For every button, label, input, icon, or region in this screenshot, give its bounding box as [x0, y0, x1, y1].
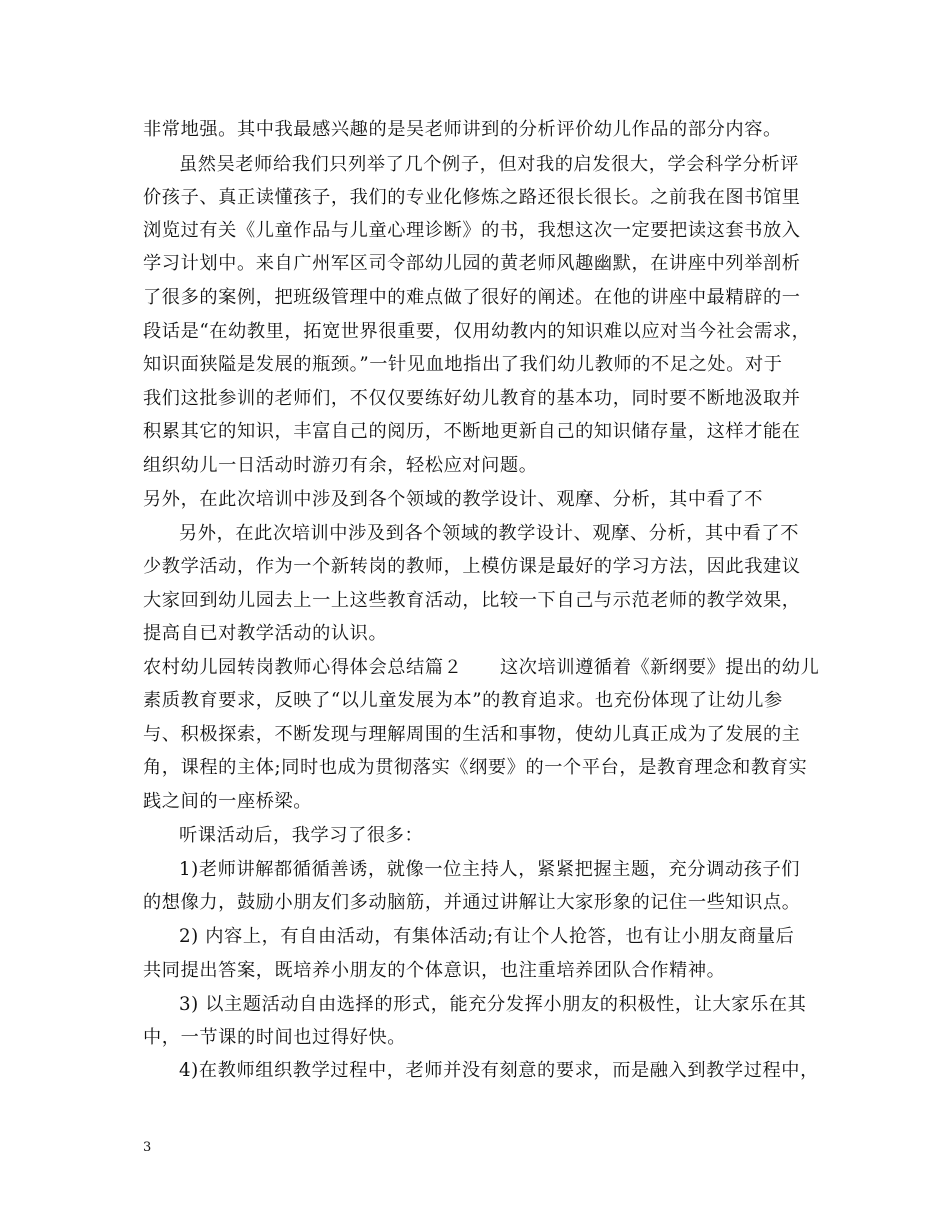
text-line: 1)老师讲解都循循善诱，就像一位主持人，紧紧把握主题，充分调动孩子们	[179, 859, 801, 880]
text-line: 积累其它的知识，丰富自己的阅历，不断地更新自己的知识储存量，这样才能在	[143, 421, 801, 442]
section-heading-line: 农村幼儿园转岗教师心得体会总结篇２ 这次培训遵循着《新纲要》提出的幼儿	[143, 657, 820, 678]
text-line: 另外，在此次培训中涉及到各个领域的教学设计、观摩、分析，其中看了不	[143, 489, 763, 510]
page-number: 3	[143, 1140, 152, 1155]
text-line: 我们这批参训的老师们，不仅仅要练好幼儿教育的基本功，同时要不断地汲取并	[143, 388, 801, 409]
text-line: 段话是“在幼教里，拓宽世界很重要，仅用幼教内的知识难以应对当今社会需求，	[143, 321, 811, 342]
text-line: 少教学活动，作为一个新转岗的教师，上模仿课是最好的学习方法，因此我建议	[143, 556, 801, 577]
text-line: 角，课程的主体;同时也成为贯彻落实《纲要》的一个平台，是教育理念和教育实	[143, 757, 808, 778]
text-line: 素质教育要求，反映了“以儿童发展为本”的教育追求。也充份体现了让幼儿参	[143, 690, 783, 711]
text-line: 了很多的案例，把班级管理中的难点做了很好的阐述。在他的讲座中最精辟的一	[143, 287, 801, 308]
text-line: 中，一节课的时间也过得好快。	[143, 1027, 407, 1048]
text-line: 学习计划中。来自广州军区司令部幼儿园的黄老师风趣幽默，在讲座中列举剖析	[143, 253, 801, 274]
text-line: 与、积极探索，不断发现与理解周围的生活和事物，使幼儿真正成为了发展的主	[143, 724, 801, 745]
text-line: 知识面狭隘是发展的瓶颈。”一针见血地指出了我们幼儿教师的不足之处。对于	[143, 354, 783, 375]
text-line: 听课活动后，我学习了很多：	[179, 825, 424, 846]
text-line: 提高自已对教学活动的认识。	[143, 623, 388, 644]
text-line: 组织幼儿一日活动时游刃有余，轻松应对问题。	[143, 455, 538, 476]
text-line: 2) 内容上，有自由活动，有集体活动;有让个人抢答，也有让小朋友商量后	[179, 926, 795, 947]
text-line: 践之间的一座桥梁。	[143, 791, 313, 812]
text-line: 大家回到幼儿园去上一上这些教育活动，比较一下自己与示范老师的教学效果，	[143, 590, 801, 611]
text-line: 非常地强。其中我最感兴趣的是吴老师讲到的分析评价幼儿作品的部分内容。	[143, 119, 782, 140]
text-line: 价孩子、真正读懂孩子，我们的专业化修炼之路还很长很长。之前我在图书馆里	[143, 187, 801, 208]
text-line: 的想像力，鼓励小朋友们多动脑筋，并通过讲解让大家形象的记住一些知识点。	[143, 892, 801, 913]
text-line: 另外，在此次培训中涉及到各个领域的教学设计、观摩、分析，其中看了不	[179, 523, 799, 544]
text-line: 浏览过有关《儿童作品与儿童心理诊断》的书，我想这次一定要把读这套书放入	[143, 220, 801, 241]
text-line: 共同提出答案，既培养小朋友的个体意识，也注重培养团队合作精神。	[143, 960, 726, 981]
text-line: 虽然吴老师给我们只列举了几个例子，但对我的启发很大，学会科学分析评	[179, 154, 799, 175]
text-line: 4)在教师组织教学过程中，老师并没有刻意的要求，而是融入到教学过程中，	[179, 1060, 819, 1081]
text-line: 3) 以主题活动自由选择的形式，能充分发挥小朋友的积极性，让大家乐在其	[179, 994, 807, 1015]
